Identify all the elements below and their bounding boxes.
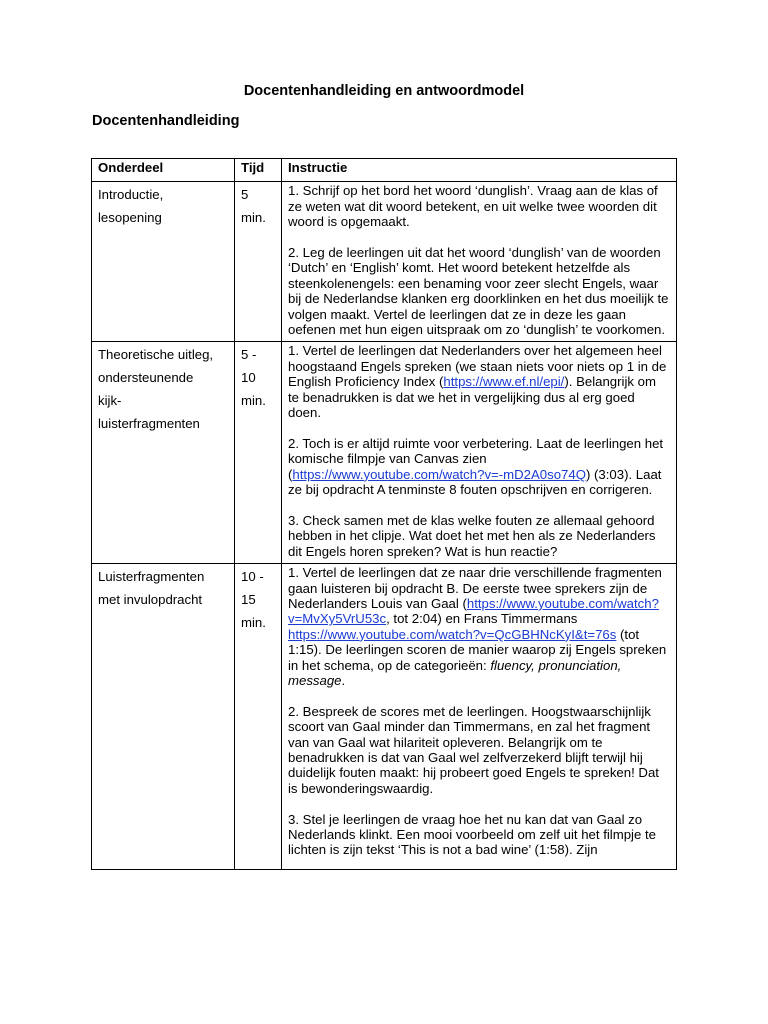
paragraph-text: ) (3:03). Laat ze bij opdracht A tenminste 8 fouten opschrijven en corrigeren. <box>288 466 662 498</box>
instruction-paragraph: 2. Leg de leerlingen uit dat het woord ‘dunglish’ van de woorden ‘Dutch’ en ‘English’ komt. Het woord betekent hetzelfde als steenkolenengels: een benaming voor zeer slecht Engels, waar bij de Nederlandse klanken erg doorklinken en het dus moeilijk te volgen maakt. Vertel de leerlingen dat ze in deze les gaan oefenen met hun eigen uitspraak om zo ‘dunglish’ te voorkomen. <box>288 245 669 338</box>
table-row <box>92 564 677 870</box>
tijd-line: 5 <box>241 187 249 203</box>
paragraph-text: 1. Vertel de leerlingen dat Nederlanders over het algemeen heel hoogstaand Engels spreken (we staan niets voor niets op 1 in de English Proficiency Index ( <box>288 343 667 390</box>
timmermans-video-link[interactable]: https://www.youtube.com/watch?v=QcGBHNcKyI&t=76s <box>288 626 617 642</box>
table-row <box>92 182 677 342</box>
tijd-line: 10 - <box>241 569 264 585</box>
instruction-paragraph <box>288 436 670 498</box>
ef-epi-link[interactable]: https://www.ef.nl/epi/ <box>443 374 565 390</box>
header-instructie: Instructie <box>282 159 677 182</box>
paragraph-text: 1. Vertel de leerlingen dat ze naar drie verschillende fragmenten gaan luisteren bij opdracht B. De eerste twee sprekers zijn de Nederlanders Louis van Gaal ( <box>288 565 662 611</box>
onderdeel-cell <box>92 182 235 342</box>
instruction-paragraph <box>288 343 670 420</box>
paragraph-text: . <box>341 672 346 688</box>
paragraph-text: ). Belangrijk om te benadrukken is dat we het in vergelijking dus al erg goed doen. <box>288 374 656 421</box>
tijd-cell <box>235 564 282 870</box>
onderdeel-cell <box>92 564 235 870</box>
instruction-paragraph <box>288 565 670 688</box>
canvas-video-link[interactable]: https://www.youtube.com/watch?v=-mD2A0so74Q <box>292 466 586 482</box>
table-row <box>92 342 677 564</box>
tijd-cell <box>235 342 282 564</box>
onderdeel-line: Theoretische uitleg, <box>98 347 214 363</box>
tijd-line: min. <box>241 615 266 631</box>
instructie-cell <box>282 182 677 342</box>
onderdeel-line: lesopening <box>98 210 162 226</box>
instruction-paragraph: 1. Schrijf op het bord het woord ‘dunglish’. Vraag aan de klas of ze weten wat dit woord betekent, en uit welke twee woorden dit woord is opgemaakt. <box>288 183 658 230</box>
paragraph-text: 2. Toch is er altijd ruimte voor verbetering. Laat de leerlingen het komische filmpje van Canvas zien ( <box>288 435 664 482</box>
paragraph-text: , tot 2:04) en Frans Timmermans <box>386 611 578 627</box>
onderdeel-line: Introductie, <box>98 187 164 203</box>
score-categories: fluency, pronunciation, message <box>288 657 622 688</box>
instruction-paragraph: 3. Stel je leerlingen de vraag hoe het nu kan dat van Gaal zo Nederlands klinkt. Een mooi voorbeeld om zelf uit het filmpje te lichten is zijn tekst ‘This is not a bad wine’ (1:58). Zijn <box>288 811 656 858</box>
onderdeel-cell <box>92 342 235 564</box>
onderdeel-line: ondersteunende <box>98 370 194 386</box>
instruction-paragraph: 2. Bespreek de scores met de leerlingen. Hoogstwaarschijnlijk scoort van Gaal minder dan Timmermans, en zal het fragment van van Gaal wat hilariteit opleveren. Belangrijk om te benadrukken is dat van Gaal wel zelfverzekerd blijft terwijl hij duidelijk fouten maakt: hij probeert goed Engels te spreken! Dat is bewonderingswaardig. <box>288 703 659 796</box>
tijd-line: 15 <box>241 592 256 608</box>
header-tijd: Tijd <box>235 159 282 182</box>
onderdeel-line: kijk- <box>98 393 122 409</box>
van-gaal-video-link[interactable]: https://www.youtube.com/watch?v=MvXy5VrU53c <box>288 595 659 627</box>
tijd-line: 5 - <box>241 347 257 363</box>
tijd-line: min. <box>241 210 266 226</box>
document-title: Docentenhandleiding en antwoordmodel <box>243 83 525 99</box>
instruction-paragraph: 3. Check samen met de klas welke fouten ze allemaal gehoord hebben in het clipje. Wat doet het met hen als ze Nederlanders dit Engels horen spreken? Wat is hun reactie? <box>288 512 656 559</box>
instruction-table <box>91 158 677 870</box>
tijd-line: min. <box>241 393 266 409</box>
header-onderdeel: Onderdeel <box>92 159 235 182</box>
table-header-row <box>92 159 677 182</box>
instructie-cell <box>282 564 677 870</box>
tijd-cell <box>235 182 282 342</box>
onderdeel-line: Luisterfragmenten <box>98 569 205 585</box>
paragraph-text: (tot 1:15). De leerlingen scoren de manier waarop zij Engels spreken in het schema, op de categorieën: <box>288 626 667 673</box>
instructie-cell <box>282 342 677 564</box>
onderdeel-line: met invulopdracht <box>98 592 203 608</box>
section-heading: Docentenhandleiding <box>92 113 240 129</box>
onderdeel-line: luisterfragmenten <box>98 416 200 432</box>
tijd-line: 10 <box>241 370 256 386</box>
